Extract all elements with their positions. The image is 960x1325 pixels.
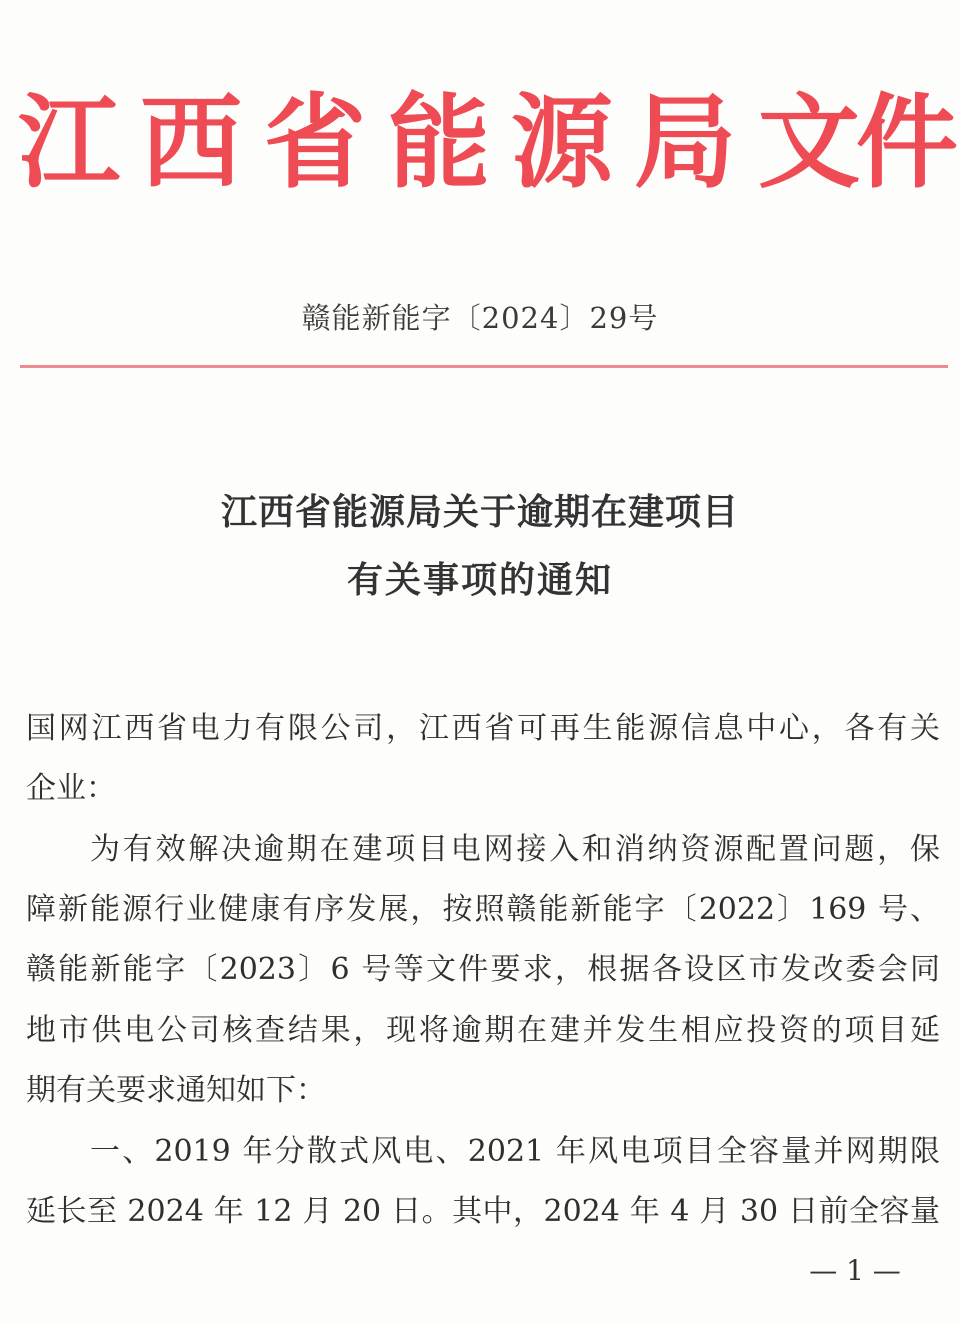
- page-number: — 1 —: [809, 1254, 901, 1287]
- body-text-line: 为有效解决逾期在建项目电网接入和消纳资源配置问题，保: [90, 832, 940, 867]
- header-char: 西: [140, 83, 242, 203]
- body-text-line: 地市供电公司核查结果，现将逾期在建并发生相应投资的项目延: [26, 1013, 940, 1048]
- header-char: 江: [18, 83, 120, 203]
- body-text-line: 国网江西省电力有限公司，江西省可再生能源信息中心，各有关: [26, 711, 940, 746]
- body-text-line: 期有关要求通知如下：: [26, 1073, 326, 1108]
- header-char: 能: [388, 83, 490, 203]
- body-text-line: 障新能源行业健康有序发展，按照赣能新能字〔2022〕169 号、: [26, 892, 940, 927]
- body-text-line: 企业：: [26, 771, 116, 806]
- document-number: 赣能新能字〔2024〕29号: [301, 301, 659, 335]
- notice-title-line-2: 有关事项的通知: [346, 559, 613, 601]
- document-header-title: [0, 78, 960, 208]
- notice-title-line-1: 江西省能源局关于逾期在建项目: [220, 491, 739, 533]
- header-char: 省: [264, 83, 366, 203]
- body-text-line: 赣能新能字〔2023〕6 号等文件要求，根据各设区市发改委会同: [26, 952, 940, 987]
- body-text-line: 延长至 2024 年 12 月 20 日。其中，2024 年 4 月 30 日前全容量: [26, 1194, 940, 1229]
- header-char: 件: [856, 83, 958, 203]
- body-text-line: 一、2019 年分散式风电、2021 年风电项目全容量并网期限: [90, 1134, 940, 1169]
- header-char: 源: [511, 83, 613, 203]
- header-char: 局: [634, 83, 736, 203]
- header-char: 文: [758, 83, 860, 203]
- header-divider-line: [20, 365, 948, 368]
